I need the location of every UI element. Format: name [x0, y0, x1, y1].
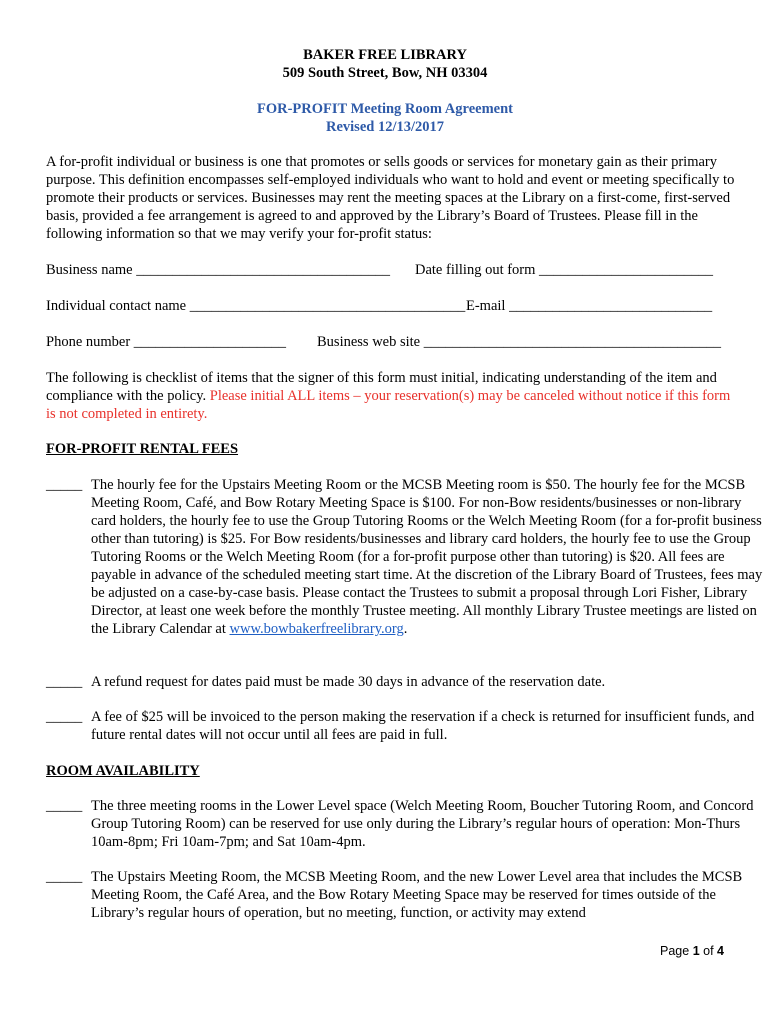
org-address: 509 South Street, Bow, NH 03304	[282, 65, 488, 81]
availability-item-lower-level	[46, 797, 754, 851]
date-filling-field[interactable]: Date filling out form ________________________	[415, 262, 714, 278]
website-field[interactable]: Business web site _________________________________________	[317, 334, 721, 350]
intro-paragraph: A for-profit individual or business is one that promotes or sells goods or services for monetary gain as their primary purpose. This definition encompasses self-employed individuals who want to hold and event or meeting specifically to promote their products or services. Businesses may rent the meeting spaces at the Library on a first-come, first-served basis, provided a fee arrangement is agreed to and approved by the Library’s Board of Trustees. Please fill in the following information so that we may verify your for-profit status:	[46, 154, 735, 242]
hourly-fee-text: The hourly fee for the Upstairs Meeting Room or the MCSB Meeting room is $50. The hourly fee for the MCSB Meeting Room, Café, and Bow Rotary Meeting Space is $100. For non-Bow residents/businesses or non-library card holders, the hourly fee to use the Group Tutoring Rooms or the Welch Meeting Room (for a for-profit business other than tutoring) is $25. For Bow residents/businesses and library card holders, the hourly fee to use the Group Tutoring Rooms or the Welch Meeting Room (for a for-profit purpose other than tutoring) is $20. All fees are payable in advance of the scheduled meeting start time. At the discretion of the Library Board of Trustees, fees may be adjusted on a case-by-case basis. Please contact the Trustees to submit a proposal through Lori Fisher, Library Director, at least one week before the monthly Trustee meeting. All monthly Library Trustee meetings are listed on the Library Calendar at	[91, 477, 763, 637]
of-word: of	[703, 944, 714, 958]
page-number	[660, 944, 724, 958]
phone-field[interactable]: Phone number _____________________	[46, 334, 287, 350]
document-title: FOR-PROFIT Meeting Room Agreement	[257, 101, 513, 117]
contact-info-row	[46, 297, 736, 315]
initial-blank[interactable]: _____	[46, 674, 83, 690]
lower-level-text: The three meeting rooms in the Lower Level space (Welch Meeting Room, Boucher Tutoring Room, and Concord Group Tutoring Room) can be reserved for use only during the Library’s regular hours of operation: Mon-Thurs 10am-8pm; Fri 10am-7pm; and Sat 10am-4pm.	[91, 798, 754, 850]
checklist-intro-text: The following is checklist of items that the signer of this form must initial, indicating understanding of the item and compliance with the policy.	[46, 370, 717, 404]
fee-item-text	[91, 476, 766, 638]
initial-blank[interactable]: _____	[46, 477, 83, 493]
page-word: Page	[660, 944, 690, 958]
fee-item-check	[46, 708, 755, 744]
total-pages: 4	[717, 944, 724, 958]
initial-blank[interactable]: _____	[46, 709, 83, 725]
current-page: 1	[692, 944, 700, 958]
fee-item-hourly	[46, 476, 763, 656]
check-fee-text: A fee of $25 will be invoiced to the person making the reservation if a check is returned for insufficient funds, and future rental dates will not occur until all fees are paid in full.	[91, 709, 755, 743]
contact-name-field[interactable]: Individual contact name ______________________________________	[46, 298, 466, 314]
initial-blank[interactable]: _____	[46, 869, 83, 885]
business-name-field[interactable]: Business name ___________________________________	[46, 262, 390, 278]
initial-blank[interactable]: _____	[46, 798, 83, 814]
library-website-link[interactable]: www.bowbakerfreelibrary.org	[229, 621, 404, 637]
fees-heading: FOR-PROFIT RENTAL FEES	[46, 441, 239, 457]
upstairs-text: The Upstairs Meeting Room, the MCSB Meeting Room, and the new Lower Level area that includes the MCSB Meeting Room, the Café Area, and the Bow Rotary Meeting Space may be reserved for times outside of the Library’s regular hours of operation, but no meeting, function, or activity may extend	[91, 869, 743, 921]
checklist-warning-text: Please initial ALL items – your reservation(s) may be canceled without notice if this form is not completed in entirety.	[46, 388, 731, 422]
phone-web-row	[46, 333, 736, 351]
availability-item-upstairs	[46, 868, 743, 922]
revision-date: Revised 12/13/2017	[325, 119, 444, 135]
fee-item-refund	[46, 673, 736, 691]
org-name: BAKER FREE LIBRARY	[303, 47, 467, 63]
email-field[interactable]: E-mail ____________________________	[466, 298, 713, 314]
period-text: .	[403, 621, 408, 637]
checklist-intro	[46, 369, 736, 423]
business-info-row	[46, 261, 736, 279]
availability-heading: ROOM AVAILABILITY	[46, 763, 200, 779]
refund-text: A refund request for dates paid must be made 30 days in advance of the reservation date.	[91, 674, 606, 690]
